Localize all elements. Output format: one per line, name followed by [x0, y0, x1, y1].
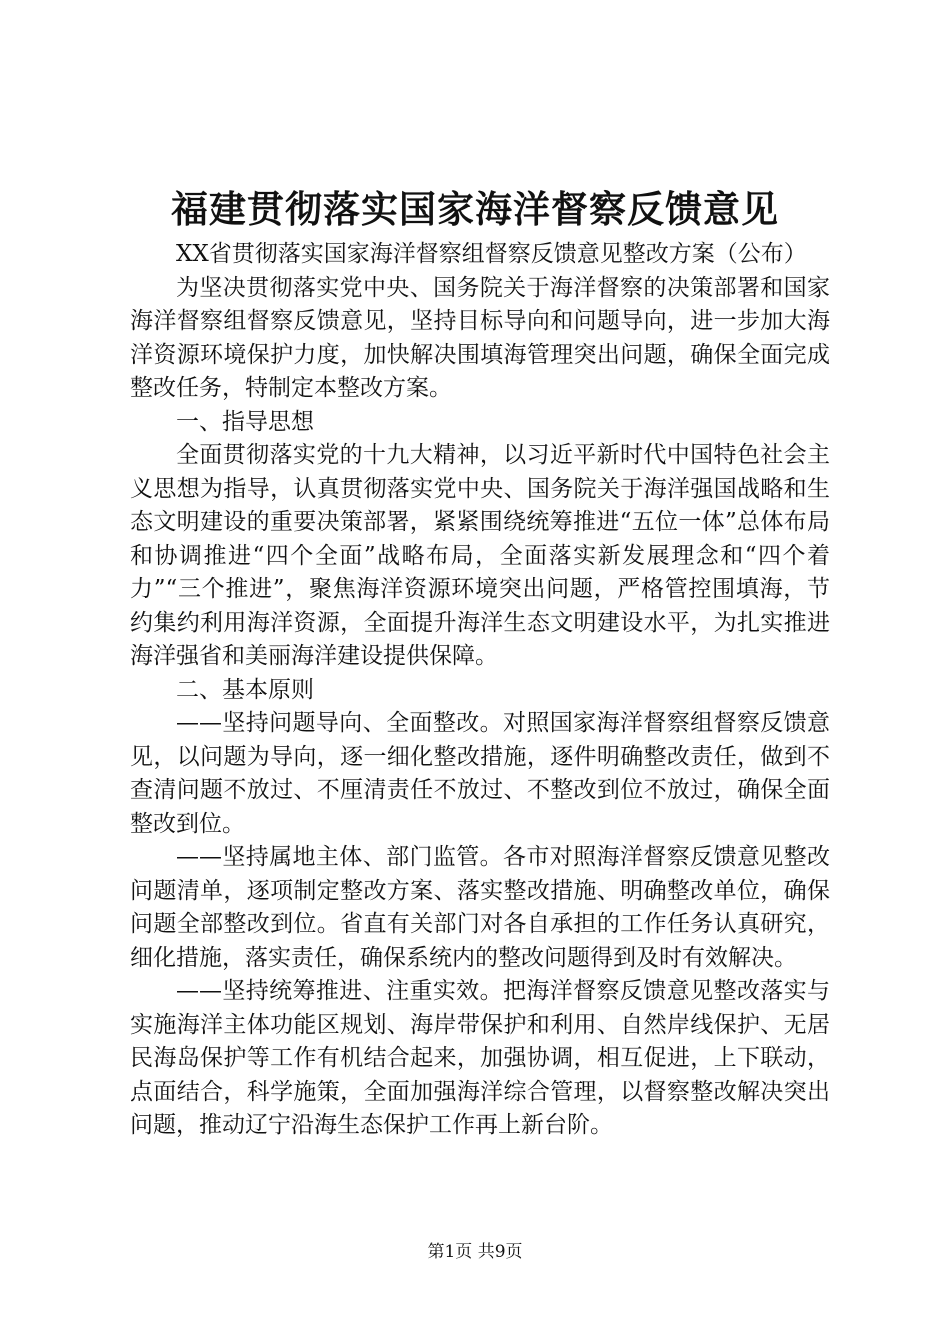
paragraph-guiding-thought: 全面贯彻落实党的十九大精神，以习近平新时代中国特色社会主义思想为指导，认真贯彻落实党中央、国务院关于海洋强国战略和生态文明建设的重要决策部署，紧紧围绕统筹推进“五位一体”总体布局和协调推进“四个全面”战略布局，全面落实新发展理念和“四个着力”“三个推进”，聚焦海洋资源环境突出问题，严格管控围填海，节约集约利用海洋资源，全面提升海洋生态文明建设水平，为扎实推进海洋强省和美丽海洋建设提供保障。: [130, 442, 830, 669]
section-heading-guiding-thought: 一、指导思想: [176, 408, 314, 435]
page-number-footer: 第1页 共9页: [427, 1242, 523, 1262]
paragraph-subtitle: XX省贯彻落实国家海洋督察组督察反馈意见整改方案（公布）: [176, 241, 807, 267]
document-body: [130, 238, 830, 1143]
paragraph-principle-2: ——坚持属地主体、部门监管。各市对照海洋督察反馈意见整改问题清单，逐项制定整改方案、落实整改措施、明确整改单位，确保问题全部整改到位。省直有关部门对各自承担的工作任务认真研究，细化措施，落实责任，确保系统内的整改问题得到及时有效解决。: [130, 844, 830, 971]
paragraph-principle-1: ——坚持问题导向、全面整改。对照国家海洋督察组督察反馈意见，以问题为导向，逐一细化整改措施，逐件明确整改责任，做到不查清问题不放过、不厘清责任不放过、不整改到位不放过，确保全面整改到位。: [130, 710, 830, 837]
paragraph-intro: 为坚决贯彻落实党中央、国务院关于海洋督察的决策部署和国家海洋督察组督察反馈意见，坚持目标导向和问题导向，进一步加大海洋资源环境保护力度，加快解决围填海管理突出问题，确保全面完成整改任务，特制定本整改方案。: [130, 274, 830, 401]
document-title: 福建贯彻落实国家海洋督察反馈意见: [171, 187, 779, 231]
paragraph-principle-3: ——坚持统筹推进、注重实效。把海洋督察反馈意见整改落实与实施海洋主体功能区规划、海岸带保护和利用、自然岸线保护、无居民海岛保护等工作有机结合起来，加强协调，相互促进，上下联动，点面结合，科学施策，全面加强海洋综合管理，以督察整改解决突出问题，推动辽宁沿海生态保护工作再上新台阶。: [130, 978, 830, 1138]
section-heading-basic-principles: 二、基本原则: [176, 676, 314, 703]
